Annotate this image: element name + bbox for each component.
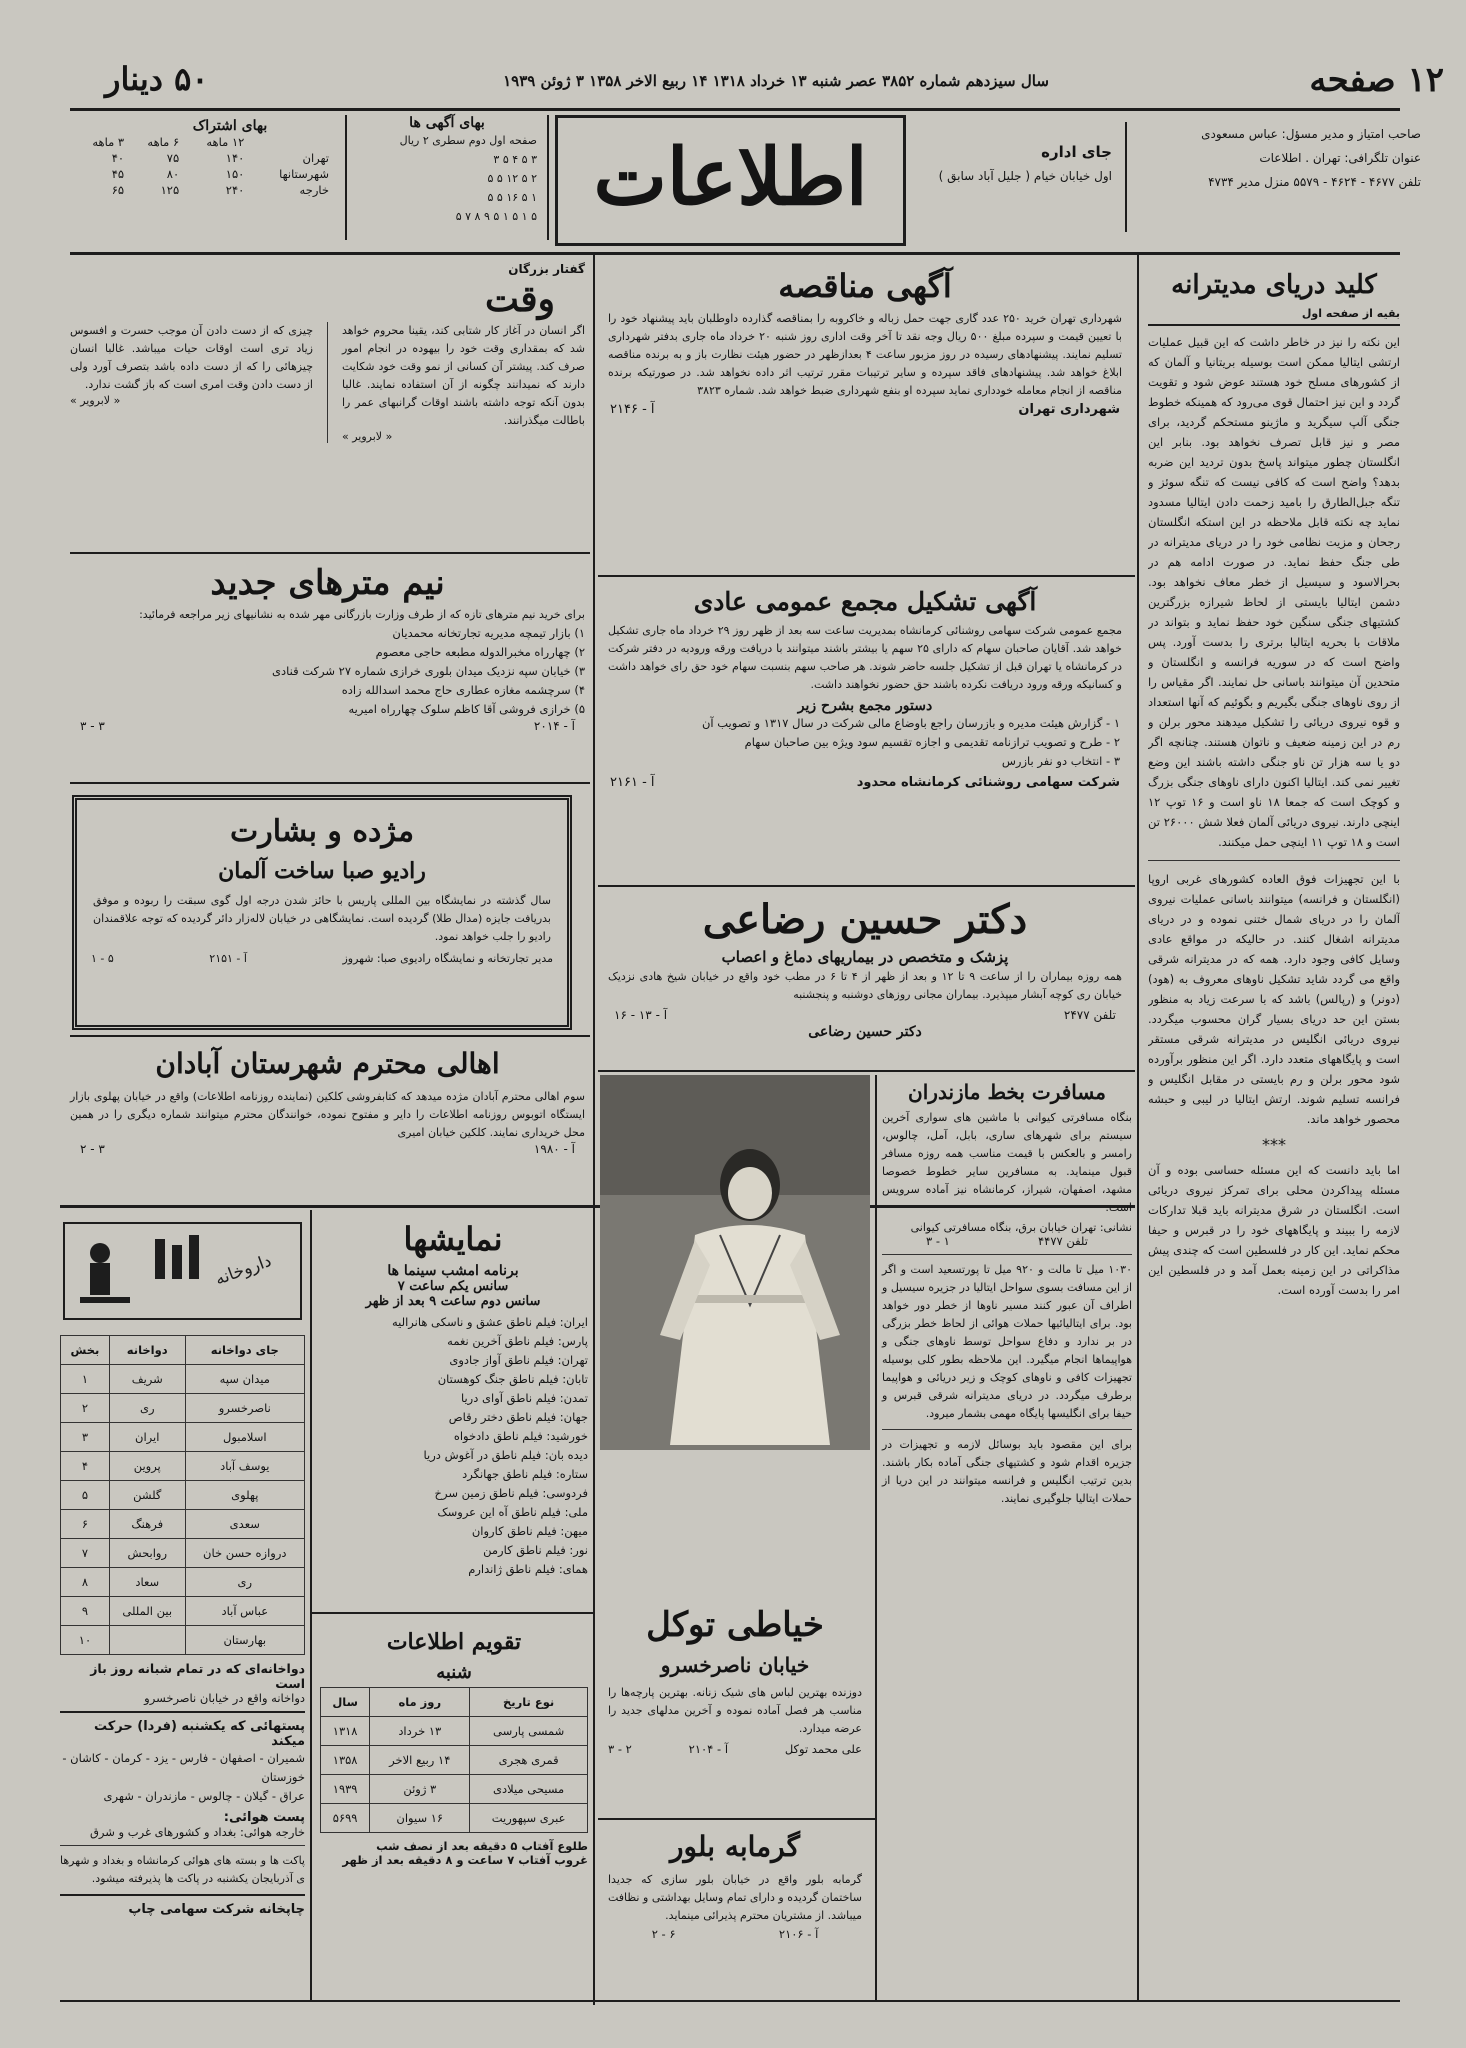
cinema-title: نمایشها [403,1220,503,1258]
meeting-sign: شرکت سهامی روشنائی کرمانشاه محدود [856,775,1120,790]
calendar-cell: ۱۳۱۸ [321,1717,370,1746]
pharmacy-cell: ۱۰ [61,1626,110,1655]
dress-photo [600,1075,870,1450]
subscription-cell: ۱۵۰ [225,167,245,181]
post-line: عراق - گیلان - چالوس - مازندران - شهری [103,1789,305,1803]
radio-body: سال گذشته در نمایشگاه بین المللی پاریس با حائز شدن درجه اول گوی سبقت را ربوده و موفق بدریافت جایزه (مدال طلا) گردیده است. نمایشگاهی در خیابان لاله‌زار دائر گردیده که توجه علاقمندان رادیو را جلب خواهد نمود. [93,894,551,943]
meeting-title: آگهی تشکیل مجمع عمومی عادی [693,587,1037,616]
cinema-line: ستاره: فیلم ناطق جهانگرد [462,1467,588,1481]
doctor-subtitle: پزشک و متخصص در بیماریهای دماغ و اعصاب [721,948,1009,966]
header-bottom-rule [70,252,1400,255]
travel-body-3: برای این مقصود باید بوسائل لازمه و تجهیزات در جزیره اقدام شود و کشتیهای جنگی آماده بکار باشند. بدین ترتیب انگلیس و فرانسه میتوانند در این دریا از حملات ایتالیا جلوگیری نمایند. [882,1438,1132,1505]
post-title: پستهائی که یکشنبه (فردا) حرکت میکند [93,1719,305,1749]
doctor-ad [600,892,1130,1040]
calendar-cell: ۱۴ ربیع الاخر [370,1746,470,1775]
masthead: اطلاعات [593,132,868,223]
office-address: اول خیابان خیام ( جلیل آباد سابق ) [938,169,1112,183]
pharmacy-cell: ۳ [61,1423,110,1452]
cinema-line: تمدن: فیلم ناطق آوای دریا [460,1391,588,1405]
subscription [70,118,330,198]
calendar-cell: ۵۶۹۹ [321,1804,370,1833]
column-rule [593,1205,595,2005]
tender-code: آ - ۲۱۴۶ [610,402,655,417]
calendar [320,1625,588,1867]
pharmacy-illustration [60,1215,305,1325]
tailor-sign: علی محمد توکل [784,1742,862,1756]
pharmacy-cell: ۱ [61,1365,110,1394]
radio-subtitle: رادیو صبا ساخت آلمان [218,858,426,884]
tailor-ad [600,1600,870,1756]
bath-ad [600,1825,870,1941]
printer: چاپخانه شرکت سهامی چاپ [128,1902,305,1917]
subscription-head: ۳ ماهه [92,135,125,149]
pharmacy-cell: پروین [109,1452,185,1481]
time-sign-a: « لابرویر » [342,430,393,443]
phones-line: تلفن ۴۶۷۷ - ۴۶۲۴ - ۵۵۷۹ منزل مدیر ۴۷۳۴ [1208,175,1421,189]
pharmacy-head: بخش [61,1336,110,1365]
owner-info [1171,122,1421,194]
calendar-day: شنبه [436,1662,472,1683]
subscription-cell: ۴۵ [111,167,125,181]
pharmacy-cell: شریف [109,1365,185,1394]
calendar-head: نوع تاریخ [470,1688,588,1717]
pharmacy-table [60,1335,305,1655]
tailor-body: دوزنده بهترین لباس های شیک زنانه. بهترین پارچه‌ها را مناسب هر فصل آماده نموده و آخرین مدلهای جدید را عرضه میدارد. [608,1686,862,1735]
office-title: جای اداره [1041,143,1112,161]
bath-body: گرمابه بلور واقع در خیابان بلور سازی که جدیدا ساختمان گردیده و دارای تمام وسایل بهداشتی و نظافت میباشد. از مشتریان محترم پذیرائی مینماید. [608,1873,862,1922]
meters-code-2: ۳ - ۳ [80,719,105,733]
meeting-code: آ - ۲۱۶۱ [610,775,655,790]
calendar-cell: ۳ ژوئن [370,1775,470,1804]
pharmacy-head: دواخانه [109,1336,185,1365]
page-number: ۱۲ صفحه [1309,60,1444,100]
price: ۵۰ دینار [105,60,209,98]
mediterranean-title: کلید دریای مدیترانه [1171,270,1377,300]
svg-text:داروخانه: داروخانه [212,1250,275,1290]
meters-title: نیم مترهای جدید [210,563,445,603]
ads-row: صفحه اول دوم سطری ۲ ریال [399,134,537,147]
tailor-code: آ - ۲۱۰۴ [688,1742,729,1756]
cinema-line: ملی: فیلم ناطق آه این عروسک [437,1505,588,1519]
subscription-cell: ۸۰ [166,167,180,181]
cinema-subtitle-2: سانس یکم ساعت ۷ [397,1279,509,1294]
subscription-cell: شهرستانها [279,167,329,181]
subscription-cell: ۷۵ [166,151,180,165]
pharmacy-column [60,1215,305,1917]
ads-row: ۳ ۵ ۴ ۵ ۳ [493,153,537,166]
pharmacy-cell: ۸ [61,1568,110,1597]
cinema-line: ایران: فیلم ناطق عشق و ناسکی هانرالیه [391,1315,588,1329]
bath-title: گرمابه بلور [670,1830,800,1863]
meters-intro: برای خرید نیم مترهای تازه که از طرف وزارت بازرگانی مهر شده به نشانیهای زیر مراجعه فرمائید: [139,608,585,621]
pharmacy-cell: ۹ [61,1597,110,1626]
footer-rule [60,2000,1400,2002]
cinema-line: خورشید: فیلم ناطق دادخواه [453,1429,588,1443]
air-line: خارجه هوائی: بغداد و کشورهای غرب و شرق [90,1825,305,1839]
pharmacy-note-2: دواخانه واقع در خیابان ناصرخسرو [144,1691,305,1705]
mediterranean-body-2: با این تجهیزات فوق العاده کشورهای غربی اروپا (انگلستان و فرانسه) میتوانند باسانی عملیات نیروی آلمان را در دریای شمال ختنی نموده و در دریای مدیترانه اشغال کنند. در حالیکه در مواقع عادی وسایل کافی وجود دارد. همه که در مدیترانه شرقی واقع می گردد شاید تشکیل ناوهای معروف به (هود) (دونر) و (رپالس) باشد که با سرعت زیاد به منظور بستن این حد دریای بسیار گران محسوب میگردد. نیروی دریائی انگلیس در مدیترانه شرقی مستقر است و پایگاههای متعدد دارد. اگر این منظور برآورده شود محور برلن و رم بایستی در مقابل انگلیس و فرانسه تسلیم شوند. ارتش ایتالیا در لیبی و حبشه محصور خواهد ماند. [1148,872,1400,1126]
time-body-b: چیزی که از دست دادن آن موجب حسرت و افسوس زیاد تری است اوقات حیات میباشد. غالبا انسان چیزهائی را که از دست داده باشد بتصرف آورد ولی از دست دادن وقت امری است که باز گشت ندارد. [70,324,313,391]
subscription-cell: ۱۴۰ [225,151,245,165]
pharmacy-cell: گلشن [109,1481,185,1510]
agenda-item: ۱ - گزارش هیئت مدیره و بازرسان راجع باوضاع مالی شرکت در سال ۱۳۱۷ و تصویب آن [701,716,1120,730]
subscription-head: ۱۲ ماهه [206,135,245,149]
bath-code-2: ۲ - ۶ [651,1927,676,1941]
calendar-head: روز ماه [370,1688,470,1717]
subscription-cell: ۲۴۰ [225,183,245,197]
abadan-code: آ - ۱۹۸۰ [533,1142,575,1156]
tailor-code-2: ۲ - ۳ [608,1742,632,1756]
subscription-cell: تهران [302,151,329,165]
rule [70,1035,590,1037]
continued-note: بقیه از صفحه اول [1301,307,1400,320]
radio-title: مژده و بشارت [229,814,415,849]
pharmacy-cell: ۵ [61,1481,110,1510]
post-line: شمیران - اصفهان - فارس - یزد - کرمان - کاشان - خوزستان [62,1751,305,1784]
issue-line: سال سیزدهم شماره ۳۸۵۲ عصر شنبه ۱۳ خرداد ۱۳۱۸ ۱۴ ربیع الاخر ۱۳۵۸ ۳ ژوئن ۱۹۳۹ [503,72,1049,90]
pharmacy-cell: سعدی [185,1510,304,1539]
travel-title: مسافرت بخط مازندران [908,1080,1106,1104]
tailor-photo [600,1075,870,1450]
calendar-cell: قمری هجری [470,1746,588,1775]
subscription-cell: ۶۵ [111,183,125,197]
calendar-table [320,1687,588,1833]
bath-code: آ - ۲۱۰۶ [778,1927,819,1941]
cinema-column [318,1215,588,1579]
cinema-subtitle: برنامه امشب سینما ها [387,1263,519,1279]
air-title: پست هوائی: [223,1810,305,1825]
cinema-line: تابان: فیلم ناطق جنگ کوهستان [437,1372,588,1386]
pharmacy-cell [109,1626,185,1655]
pharmacy-cell: یوسف آباد [185,1452,304,1481]
telegraph-line: عنوان تلگرافی: تهران . اطلاعات [1259,151,1421,165]
agenda-title: دستور مجمع بشرح زیر [797,698,933,714]
tender-title: آگهی مناقصه [778,267,952,305]
rule [598,1818,875,1820]
sunset: غروب آفتاب ۷ ساعت و ۸ دقیقه بعد از ظهر [342,1853,588,1867]
kicker: گفتار بزرگان [508,262,585,276]
ads-prices [345,115,549,240]
tailor-subtitle: خیابان ناصرخسرو [660,1653,810,1677]
agenda-item: ۳ - انتخاب دو نفر بازرس [1001,754,1120,768]
subscription-cell: ۴۰ [111,151,125,165]
pharmacy-cell: روابحش [109,1539,185,1568]
pharmacy-cell: دروازه حسن خان [185,1539,304,1568]
meters-ad [70,560,585,733]
pharmacy-cell: بین المللی [109,1597,185,1626]
cinema-line: دیده بان: فیلم ناطق در آغوش دریا [423,1448,588,1462]
calendar-cell: شمسی پارسی [470,1717,588,1746]
rule [598,1070,1135,1072]
meters-item: ۵) خرازی فروشی آقا کاظم سلوک چهارراه امیریه [348,702,585,716]
abadan-ad [70,1040,585,1156]
cinema-line: همای: فیلم ناطق ژاندارم [468,1562,588,1576]
masthead-box [555,115,906,246]
pharmacy-cell: ری [109,1394,185,1423]
cinema-line: میهن: فیلم ناطق کاروان [471,1524,588,1538]
radio-ad [72,795,572,1030]
sunrise: طلوع آفتاب ۵ دقیقه بعد از نصف شب [376,1839,588,1853]
ads-row: ۲ ۵ ۱۲ ۵ ۵ [487,172,537,185]
time-title: وقت [485,278,555,320]
owner-line: صاحب امتیاز و مدیر مسؤل: عباس مسعودی [1201,127,1421,141]
doctor-title: دکتر حسین رضاعی [702,896,1028,943]
rule [70,552,590,554]
calendar-head: سال [321,1688,370,1717]
cinema-line: پارس: فیلم ناطق آخرین نغمه [447,1334,588,1348]
meters-item: ۲) چهارراه مخبرالدوله مطبعه حاجی معصوم [375,645,585,659]
calendar-cell: ۱۹۳۹ [321,1775,370,1804]
meeting-body: مجمع عمومی شرکت سهامی روشنائی کرمانشاه بمدیریت ساعت سه بعد از ظهر روز ۲۹ خرداد ماه جاری تشکیل خواهد شد. آقایان صاحبان سهام که دارای ۲۵ سهم یا بیشتر باشند میتوانند با دریافت ورقه ورودیه در دفتر شرکت در کرمانشاه یا تهران قبل از تشکیل جلسه حاضر شوند. هر صاحب سهم بنسبت سهام خود حق رای خواهد داشت و کسانیکه ورقه ورود دریافت نکرده باشند حق حضور نخواهند داشت. [608,624,1122,691]
ads-title: بهای آگهی ها [409,115,485,131]
column-rule [593,255,595,1295]
doctor-sign: دکتر حسین رضاعی [808,1024,922,1040]
tender-sign: شهرداری تهران [1018,402,1120,417]
pharmacy-cell: بهارستان [185,1626,304,1655]
mediterranean-body: این نکته را نیز در خاطر داشت که این قبیل عملیات ارتشی ایتالیا ممکن است بوسیله بریتانیا و آلمان که از کشورهای مسلح خود هستند عوض شود و تقویت گردد و این نیز احتمال قوی می‌رود که همینکه خطوط جنگی آلپ سیگرید و ماژینو مستحکم گردید، برای مصر و نیز قابل تصرف نخواهد بود. بنابر این انگلستان چطور میتواند پاسخ بدون تردید این ضربه بدهد؟ واضح است که کافی نیست که تنگه سوئز و تنگه جبل‌الطارق را بامید زحمت دادن ایتالیا مسدود نماید چه نکته قابل ملاحظه در این استکه انگلستان رجحان و مزیت نظامی خود را در دریای مدیترانه در طی جنگ حفظ نماید. در صورت ادامه هم در بحرالاسود و سیسیل از خطر معاف نخواهد بود. دشمن ایتالیا بایستی از لحاظ شیرازه بزرگترین کشتیهای جنگی سنگین خود حفظ نماید و بتواند در ملاقات با بحریه ایتالیا برتری را بدست آورد. پس واضح است که در سوریه فرانسه و انگلستان و متحدین آن میتوانند باسانی حل نمایند. اگر مقیاس را از روی ناوهای جنگی بگیریم و بگوئیم که آنها استعداد و قوه نیروی دریائی را تشکیل میدهند محور برلن و رم در این زمینه ضعیف و ناتوان هستند. چنانچه اگر دو یا سه هزار تن ناو جنگی داشته باشند این وضع تغییر نمی کند. ایتالیا اکنون دارای ناوهای جنگی بزرگ و کوچک است که جمعا ۱۸ ناو است و ۱۶ توپ ۱۲ اینچی دارند. نیروی دریائی آلمان فعلا شش ۲۶۰۰۰ تن است و ۱۸ توپ ۱۱ اینچی حمل میکنند. [1148,335,1400,849]
subscription-title: بهای اشتراک [192,118,268,134]
pharmacy-cell: ری [185,1568,304,1597]
header-divider [1125,122,1127,232]
rule [312,1612,594,1614]
ads-row: ۵ ۱ ۵ ۱ ۵ ۹ ۸ ۷ ۵ [455,210,537,223]
meters-item: ۴) سرچشمه مغازه عطاری حاج محمد اسدالله زاده [341,683,585,697]
ads-row: ۱ ۵ ۱۶ ۵ ۵ [487,191,537,204]
cinema-line: فردوسی: فیلم ناطق زمین سرخ [434,1486,588,1500]
subscription-table [70,134,330,198]
parcel-note: پاکت ها و بسته های هوائی کرمانشاه و بغداد و شهرها ی آذربایجان یکشنبه در پاکت ها پذیرفته میشود. [60,1854,305,1885]
pharmacy-cell: ۷ [61,1539,110,1568]
travel-code: ۳ - ۱ [926,1234,950,1248]
meters-item: ۳) خیابان سپه نزدیک میدان بلوری خرازی شماره ۲۷ شرکت قنادی [272,664,585,678]
travel-body-2: ۱۰۳۰ میل تا مالت و ۹۲۰ میل تا پورتسعید است و اگر از این مسافت بسوی سواحل ایتالیا در جزیره سیسیل و اطراف آن عبور کنند مسیر ناوها از خطر دور خواهد بود. برای ایتالیائیها حملات هوائی از لحاظ خطر بزرگی در بر ندارد و دفاع سواحل توسط ناوهای جنگی و هواپیماها انجام میگیرد. این ملاحظه بطور کلی بوسیله تجهیزات کافی و ناوهای کوچک و زیر دریائی و هواپیما برطرف میگردد. در دریای مدیترانه شرقی قبرس و حیفا برای انگلیسها پایگاه مهمی بشمار میرود. [882,1263,1132,1420]
pharmacy-cell: عباس آباد [185,1597,304,1626]
pharmacy-cell: ۶ [61,1510,110,1539]
cinema-line: جهان: فیلم ناطق دختر رقاص [448,1410,588,1424]
pharmacy-cell: اسلامبول [185,1423,304,1452]
pharmacy-note: دواخانه‌ای که در تمام شبانه روز باز است [90,1661,305,1691]
pharmacy-cell: فرهنگ [109,1510,185,1539]
travel-body: بنگاه مسافرتی کیوانی با ماشین های سواری آخرین سیستم برای شهرهای ساری، بابل، آمل، چالوس، رامسر و بالعکس با قیمت مناسب همه روزه مسافر قبول مینماید. به مسافرین سایر خطوط خصوصا مشهد، اصفهان، شیراز، کرمانشاه نیز آماده سرویس است. [882,1111,1132,1214]
mediterranean-body-3: اما باید دانست که این مسئله حساسی بوده و آن مسئله پیداکردن محلی برای تمرکز نیروی دریائی است. انگلستان در شرق مدیترانه باید قبلا تدارکات لازمه را ببیند و پایگاههای خود را در قبرس و حیفا محکم نماید. این کار در فلسطین است که چندی پیش مذاکراتی در این زمینه بعمل آمد و در فلسطین این امر را بدست آورده است. [1148,1163,1400,1297]
column-rule [310,1210,312,2000]
meeting-ad [600,582,1130,794]
radio-code: آ - ۲۱۵۱ [209,952,247,965]
rule [598,885,1135,887]
pharmacy-cell: ایران [109,1423,185,1452]
tender-ad [600,262,1130,419]
travel-address: نشانی: تهران خیابان برق، بنگاه مسافرتی کیوانی [910,1221,1132,1234]
header-rule [70,108,1400,111]
abadan-title: اهالی محترم شهرستان آبادان [155,1047,500,1080]
doctor-body: همه روزه بیماران را از ساعت ۹ تا ۱۲ و بعد از ظهر از ۴ تا ۶ در مطب خود واقع در خیابان شیخ هادی نزدیک خیابان ری کوچه آبشار میپذیرد. بیماران مجانی روزهای دوشنبه و پنجشنبه [608,970,1122,1001]
time-sign-b: « لابرویر » [70,394,121,407]
rule [70,782,590,784]
calendar-cell: عبری سپهوریت [470,1804,588,1833]
pharmacy-cell: ۴ [61,1452,110,1481]
subscription-head: ۶ ماهه [147,135,180,149]
calendar-cell: ۱۶ سیوان [370,1804,470,1833]
subscription-cell: خارجه [299,183,329,197]
travel-ad [882,1075,1132,1508]
radio-code-2: ۵ - ۱ [91,952,114,965]
calendar-title: تقویم اطلاعات [386,1629,522,1655]
meters-code: آ - ۲۰۱۴ [533,719,575,733]
subscription-cell: ۱۲۵ [160,183,180,197]
pharmacy-cell: سعاد [109,1568,185,1597]
calendar-cell: ۱۳ خرداد [370,1717,470,1746]
travel-phone: تلفن ۴۴۷۷ [1037,1234,1088,1248]
column-rule [875,1075,877,2000]
tailor-title: خیاطی توکل [646,1605,824,1645]
column-rule [1137,255,1139,2000]
rule [598,575,1135,577]
pharmacy-cell: ناصرخسرو [185,1394,304,1423]
pharmacy-cell: میدان سپه [185,1365,304,1394]
doctor-phone: تلفن ۲۴۷۷ [1063,1008,1116,1022]
radio-sign: مدیر تجارتخانه و نمایشگاه رادیوی صبا: شهروز [342,952,553,965]
cinema-line: تهران: فیلم ناطق آواز جادوی [449,1353,588,1367]
pharmacy-cell: پهلوی [185,1481,304,1510]
time-article [70,262,585,443]
doctor-code: آ - ۱۳ - ۱۶ [614,1008,668,1022]
pharmacy-cell: ۲ [61,1394,110,1423]
cinema-subtitle-3: سانس دوم ساعت ۹ بعد از ظهر [365,1294,541,1309]
agenda-item: ۲ - طرح و تصویب ترازنامه تقدیمی و اجازه تقسیم سود ویژه بین صاحبان سهام [744,735,1120,749]
meters-item: ۱) بازار تیمچه مدیریه تجارتخانه محمدیان [392,626,585,640]
time-body-a: اگر انسان در آغاز کار شتابی کند، یقینا محروم خواهد شد که بمقداری وقت خود را بیهوده در انجام امور صرف کند. پیشتر آن کسانی از نمو وقت خود شکایت دارند که نمیدانند چگونه از آن استفاده نمایند. غالبا بدون آنکه توجه داشته باشند اوقات گرانبهای عمر را باطالت میگذرانند. [342,324,585,427]
pharmacy-head: جای دواخانه [185,1336,304,1365]
office-info [912,140,1112,188]
mediterranean-article: کلید دریای مدیترانه بقیه از صفحه اول این نکته را نیز در خاطر داشت که این قبیل عملیات ارتشی ایتالیا ممکن است بوسیله بریتانیا و آلمان که از کشورهای مسلح خود هستند عوض شود و تقویت گردد و این نیز احتمال قوی می‌رود که همینکه خطوط جنگی آلپ سیگرید و ماژینو مستحکم گردید، برای مصر و نیز قابل تصرف نخواهد بود. بنابر این انگلستان چطور میتواند پاسخ بدون تردید این ضربه بدهد؟ واضح است که کافی نیست که تنگه سوئز و تنگه جبل‌الطارق را بامید زحمت دادن ایتالیا مسدود نماید چه نکته قابل ملاحظه در این استکه انگلستان رجحان و مزیت نظامی خود را در دریای مدیترانه در طی جنگ حفظ نماید. در صورت ادامه هم در بحرالاسود و سیسیل از خطر معاف نخواهد بود. دشمن ایتالیا بایستی از لحاظ شیرازه بزرگترین کشتیهای جنگی سنگین خود حفظ نماید و بتواند در ملاقات با بحریه ایتالیا برتری را بدست آورد. پس واضح است که در سوریه فرانسه و انگلستان و متحدین آن میتوانند باسانی حل نمایند. اگر مقیاس را از روی ناوهای جنگی بگیریم و بگوئیم که آنها استعداد و قوه نیروی دریائی را تشکیل میدهند محور برلن و رم در این زمینه ضعیف و ناتوان هستند. چنانچه اگر دو یا سه هزار تن ناو جنگی داشته باشند این وضع تغییر نمی کند. ایتالیا اکنون دارای ناوهای جنگی بزرگ و کوچک است که جمعا ۱۸ ناو است و ۱۶ توپ ۱۲ اینچی دارند. نیروی دریائی آلمان فعلا شش ۲۶۰۰۰ تن است و ۱۸ توپ ۱۱ اینچی حمل میکنند. با این تجهیزات فوق العاده کشورهای غربی اروپا (انگلستان و فرانسه) میتوانند باسانی عملیات نیروی آلمان را در دریای شمال ختنی نموده و در دریای مدیترانه اشغال کنند. در حالیکه در مواقع عادی وسایل کافی وجود دارد. همه که در مدیترانه شرقی واقع می گردد شاید تشکیل ناوهای معروف به (هود) (دونر) و (رپالس) باشد که با سرعت زیاد به منظور بستن این حد دریای بسیار گران محسوب میگردد. نیروی دریائی انگلیس در مدیترانه شرقی مستقر است و پایگاههای متعدد دارد. اگر این منظور برآورده شود محور برلن و رم بایستی در مقابل انگلیس و فرانسه تسلیم شوند. ارتش ایتالیا در لیبی و حبشه محصور خواهد ماند. *** اما باید دانست که این مسئله حساسی بوده و آن مسئله پیداکردن محلی برای تمرکز نیروی دریائی است. انگلستان در شرق مدیترانه باید قبلا تدارکات لازمه را ببیند و پایگاههای خود را در قبرس و حیفا محکم نماید. این کار در فلسطین است که چندی پیش مذاکراتی در این زمینه بعمل آمد و در فلسطین این امر را بدست آورده است. [1148,265,1400,2000]
tender-body: شهرداری تهران خرید ۲۵۰ عدد گاری جهت حمل زباله و خاکروبه را بمناقصه گذارده داوطلبان باید پیشنهاد خود را با تعیین قیمت و سپرده مبلغ ۵۰۰ ریال وجه نقد تا آخر وقت اداری روز شنبه ۲۰ خرداد ماه جاری بدفتر شهرداری تسلیم نمایند. پیشنهادهای رسیده در روز مزبور ساعت ۴ بعدازظهر در حضور هیئت نظارت باز و به برنده مناقصه ابلاغ خواهد شد. پیشنهادهای فاقد سپرده و سایر ترتیبات مقرر ترتیب اثر داده نخواهد شد. در صورتیکه برنده مناقصه از انجام معامله خودداری نماید سپرده او بنفع شهرداری ضبط خواهد شد. شماره ۳۸۲۳ [608,312,1123,397]
abadan-body: سوم اهالی محترم آبادان مژده میدهد که کتابفروشی کلکین (نماینده روزنامه اطلاعات) واقع در خیابان پهلوی بازار ایستگاه اتوبوس روزنامه اطلاعات را دایر و مفتوح نموده، خوانندگان محترم میتوانند شماره دیگری را در همین محل خریداری نمایند. کلکین خیابان امیری [70,1090,585,1139]
calendar-cell: ۱۳۵۸ [321,1746,370,1775]
cinema-line: نور: فیلم ناطق کارمن [483,1543,588,1557]
abadan-code-2: ۲ - ۳ [80,1142,105,1156]
calendar-cell: مسیحی میلادی [470,1775,588,1804]
